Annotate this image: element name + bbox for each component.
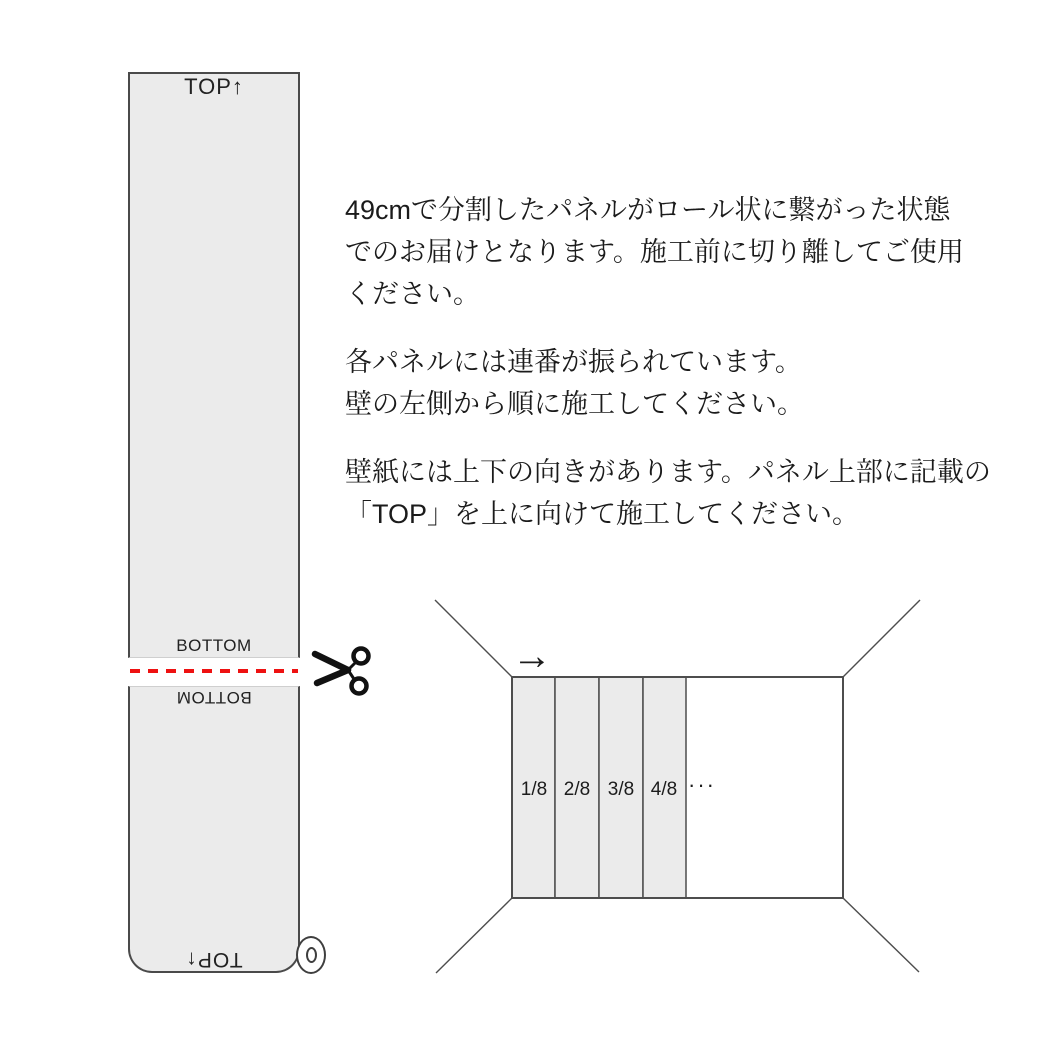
roll-core-icon	[306, 947, 317, 963]
panel-label-4: 4/8	[650, 779, 678, 800]
perspective-line-bottom-right	[843, 898, 919, 972]
cut-line-dashed	[130, 669, 298, 673]
top-label: TOP↑	[184, 74, 244, 99]
bottom-label: BOTTOM	[176, 636, 252, 655]
paragraph-orientation	[345, 451, 991, 535]
room-diagram	[430, 595, 925, 980]
direction-arrow-icon: →	[512, 634, 552, 678]
text-line: でのお届けとなります。施工前に切り離してご使用	[345, 237, 964, 267]
wallpaper-panel-upper	[128, 72, 300, 658]
scissors-icon	[306, 637, 378, 707]
instruction-text	[345, 189, 991, 561]
panel-label-1: 1/8	[520, 779, 548, 800]
flipped-bottom-label: BOTTOM	[176, 688, 252, 707]
paragraph-numbering	[345, 341, 965, 425]
text-line: 各パネルには連番が振られています。	[345, 347, 802, 377]
text-line: 「TOP」を上に向けて施工してください。	[345, 499, 860, 529]
wallpaper-panel-lower	[128, 686, 300, 973]
perspective-line-top-left	[435, 600, 512, 677]
text-line: 壁の左側から順に施工してください。	[345, 389, 804, 419]
flipped-top-label: TOP↑	[185, 948, 243, 971]
perspective-line-bottom-left	[436, 898, 512, 973]
perspective-line-top-right	[843, 600, 920, 677]
panel-label-2: 2/8	[563, 779, 591, 800]
paragraph-delivery	[345, 189, 965, 315]
more-panels-indicator: ···	[688, 772, 716, 797]
panel-label-3: 3/8	[607, 779, 635, 800]
text-line: 壁紙には上下の向きがあります。パネル上部に記載の	[345, 457, 991, 487]
text-line: ください。	[345, 279, 480, 309]
text-line: 49cmで分割したパネルがロール状に繋がった状態	[345, 195, 951, 225]
